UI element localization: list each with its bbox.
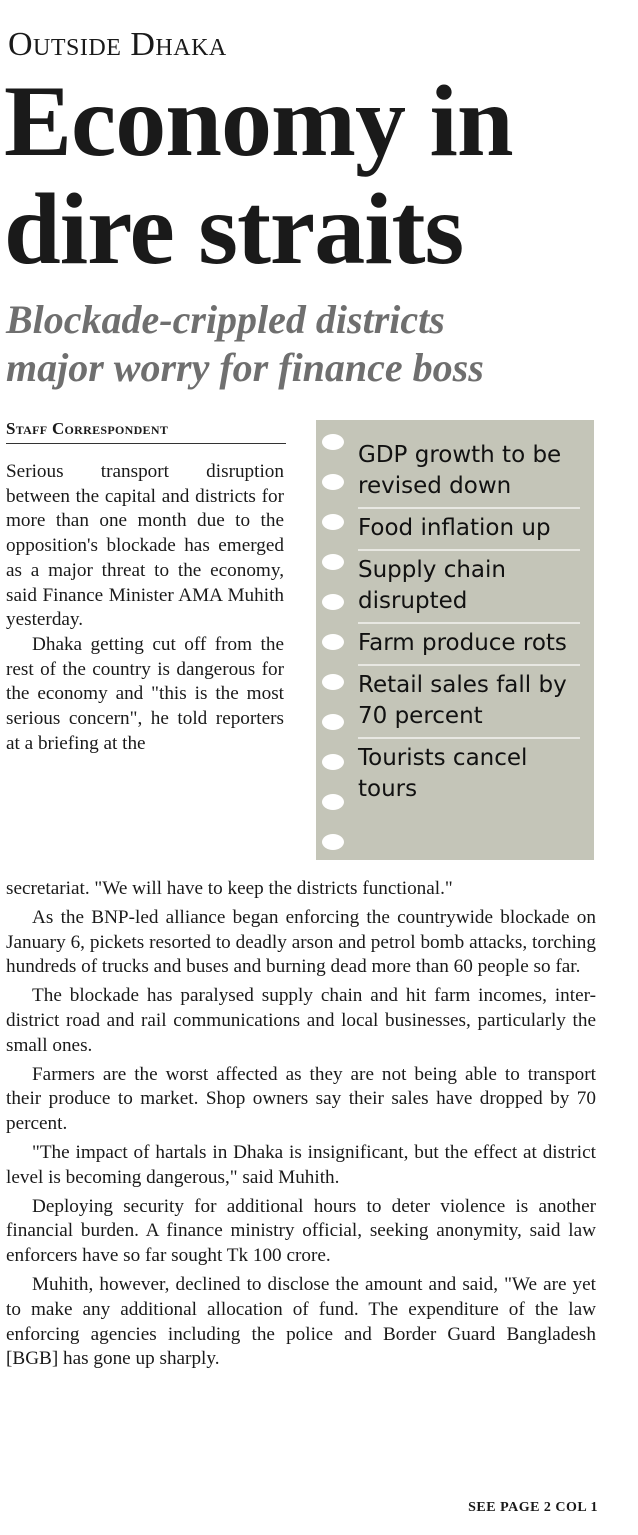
article-paragraph: Dhaka getting cut off from the rest of the country is dangerous for the economy and "this is the most serious concern", he told reporters at a briefing at the: [6, 633, 284, 754]
article-paragraph: Deploying security for additional hours to deter violence is another financial burden. A finance ministry official, seeking anonymity, said law enforcers have so far sought Tk 100 crore.: [6, 1195, 596, 1267]
headline-line-1: Economy in: [4, 65, 513, 178]
binder-hole: [322, 434, 344, 450]
highlights-box: [316, 420, 594, 860]
headline-line-2: dire straits: [4, 173, 464, 286]
binder-hole: [322, 594, 344, 610]
binder-hole: [322, 754, 344, 770]
subheadline-line-1: Blockade-crippled districts: [6, 297, 445, 342]
binder-hole: [322, 834, 344, 850]
article-paragraph: Farmers are the worst affected as they are not being able to transport their produce to market. Shop owners say their sales have dropped by 70 percent.: [6, 1063, 596, 1135]
highlights-list: [316, 436, 580, 810]
binder-hole: [322, 794, 344, 810]
article-paragraph: "The impact of hartals in Dhaka is insignificant, but the effect at district level is becoming dangerous," said Muhith.: [6, 1141, 596, 1188]
binder-hole: [322, 634, 344, 650]
binder-hole: [322, 514, 344, 530]
highlight-item: Tourists cancel tours: [358, 745, 528, 802]
article-paragraph: Serious transport disruption between the capital and districts for more than one month due to the opposition's blockade has emerged as a major threat to the economy, said Finance Minister AMA Muhith yesterday.: [6, 461, 284, 631]
highlight-item: GDP growth to be revised down: [358, 436, 580, 509]
continued-jump-line: SEE PAGE 2 COL 1: [468, 1500, 598, 1515]
subheadline: [6, 296, 626, 392]
article-paragraph: The blockade has paralysed supply chain and hit farm incomes, inter-district road and rail communications and local businesses, particularly the small ones.: [6, 985, 596, 1056]
highlight-item: Farm produce rots: [358, 624, 580, 666]
binder-hole: [322, 674, 344, 690]
headline: [4, 65, 629, 286]
highlight-item: Supply chain disrupted: [358, 551, 580, 624]
highlight-item: Food inflation up: [358, 509, 580, 551]
byline: Staff Correspondent: [6, 419, 286, 444]
article-paragraph: As the BNP-led alliance began enforcing the countrywide blockade on January 6, pickets resorted to deadly arson and petrol bomb attacks, torching hundreds of trucks and buses and burning dead more than 60 people so far.: [6, 906, 596, 978]
subheadline-line-2: major worry for finance boss: [6, 345, 484, 390]
article-wide-column: [6, 877, 596, 1372]
article-paragraph-continued: secretariat. "We will have to keep the districts functional.": [6, 878, 453, 899]
highlight-item: Retail sales fall by 70 percent: [358, 666, 580, 739]
article-narrow-column: [6, 460, 284, 756]
binder-holes-decoration: [312, 432, 342, 862]
binder-hole: [322, 554, 344, 570]
binder-hole: [322, 474, 344, 490]
article-paragraph: Muhith, however, declined to disclose the amount and said, "We are yet to make any additional allocation of fund. The expenditure of the law enforcing agencies including the police and Border Guard Bangladesh [BGB] has gone up sharply.: [6, 1273, 596, 1370]
section-kicker: Outside Dhaka: [8, 26, 227, 63]
binder-hole: [322, 714, 344, 730]
